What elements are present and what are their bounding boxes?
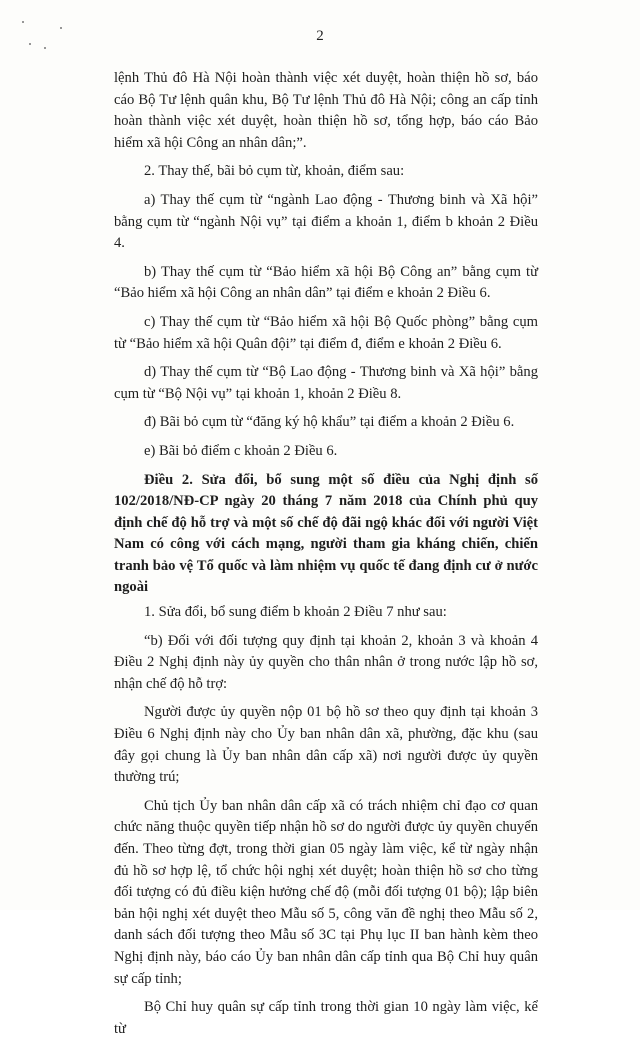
page-number: 2 bbox=[316, 28, 324, 44]
paragraph-item-2: 2. Thay thế, bãi bỏ cụm từ, khoản, điểm sau: bbox=[144, 163, 405, 180]
paragraph-point-c: c) Thay thế cụm từ “Bảo hiểm xã hội Bộ Quốc phòng” bằng cụm từ “Bảo hiểm xã hội Quân đội” tại điểm đ, điểm e khoản 2 Điều 6. bbox=[114, 313, 538, 352]
paragraph-article-2-item-1: 1. Sửa đổi, bổ sung điểm b khoản 2 Điều 7 như sau: bbox=[144, 604, 447, 621]
scan-speck bbox=[22, 21, 24, 23]
article-2-heading: Điều 2. Sửa đổi, bổ sung một số điều của Nghị định số 102/2018/NĐ-CP ngày 20 tháng 7 năm 2018 của Chính phủ quy định chế độ hỗ trợ và một số chế độ đãi ngộ khác đối với người Việt Nam có công với cách mạng, người tham gia kháng chiến, chiến tranh bảo vệ Tổ quốc và làm nhiệm vụ quốc tế đang định cư ở nước ngoài bbox=[114, 471, 538, 596]
paragraph-point-d: d) Thay thế cụm từ “Bộ Lao động - Thương binh và Xã hội” bằng cụm từ “Bộ Nội vụ” tại khoản 1, khoản 2 Điều 8. bbox=[114, 364, 538, 402]
document-body bbox=[114, 68, 538, 1047]
paragraph-point-dd: đ) Bãi bỏ cụm từ “đăng ký hộ khẩu” tại điểm a khoản 2 Điều 6. bbox=[144, 414, 515, 431]
paragraph-point-a: a) Thay thế cụm từ “ngành Lao động - Thương binh và Xã hội” bằng cụm từ “ngành Nội vụ” tại điểm a khoản 1, điểm b khoản 2 Điều 4. bbox=[114, 191, 538, 252]
paragraph-point-b: b) Thay thế cụm từ “Bảo hiểm xã hội Bộ Công an” bằng cụm từ “Bảo hiểm xã hội Công an nhân dân” tại điểm e khoản 2 Điều 6. bbox=[114, 263, 538, 302]
paragraph-commune-chairman: Chủ tịch Ủy ban nhân dân cấp xã có trách nhiệm chỉ đạo cơ quan chức năng thuộc quyền tiếp nhận hồ sơ do người được ủy quyền chuyển đến. Theo từng đợt, trong thời gian 05 ngày làm việc, kể từ ngày nhận đủ hồ sơ hợp lệ, tổ chức hội nghị xét duyệt; hoàn thiện hồ sơ cho từng đối tượng có đủ điều kiện hưởng chế độ (mỗi đối tượng 01 bộ); lập biên bản hội nghị xét duyệt theo Mẫu số 5, công văn đề nghị theo Mẫu số 2, danh sách đối tượng theo Mẫu số 3C tại Phụ lục II ban hành kèm theo Nghị định này, báo cáo Ủy ban nhân dân cấp tỉnh qua Bộ Chỉ huy quân sự cấp tỉnh; bbox=[114, 797, 538, 987]
scan-speck bbox=[44, 47, 46, 49]
paragraph-continuation: lệnh Thủ đô Hà Nội hoàn thành việc xét duyệt, hoàn thiện hồ sơ, báo cáo Bộ Tư lệnh quân khu, Bộ Tư lệnh Thủ đô Hà Nội; công an cấp tỉnh hoàn thành việc xét duyệt, hoàn thiện hồ sơ, tổng hợp, báo cáo Bảo hiểm xã hội Công an nhân dân;”. bbox=[114, 70, 538, 151]
paragraph-quoted-point-b: “b) Đối với đối tượng quy định tại khoản 2, khoản 3 và khoản 4 Điều 2 Nghị định này ủy quyền cho thân nhân ở trong nước lập hồ sơ, nhận chế độ hỗ trợ: bbox=[114, 632, 538, 692]
paragraph-provincial-command: Bộ Chỉ huy quân sự cấp tỉnh trong thời gian 10 ngày làm việc, kể từ bbox=[114, 999, 538, 1037]
paragraph-authorized-person: Người được ủy quyền nộp 01 bộ hồ sơ theo quy định tại khoản 3 Điều 6 Nghị định này cho Ủy ban nhân dân xã, phường, đặc khu (sau đây gọi chung là Ủy ban nhân dân cấp xã) nơi người được ủy quyền thường trú; bbox=[114, 704, 538, 786]
paragraph-point-e: e) Bãi bỏ điểm c khoản 2 Điều 6. bbox=[144, 442, 338, 459]
